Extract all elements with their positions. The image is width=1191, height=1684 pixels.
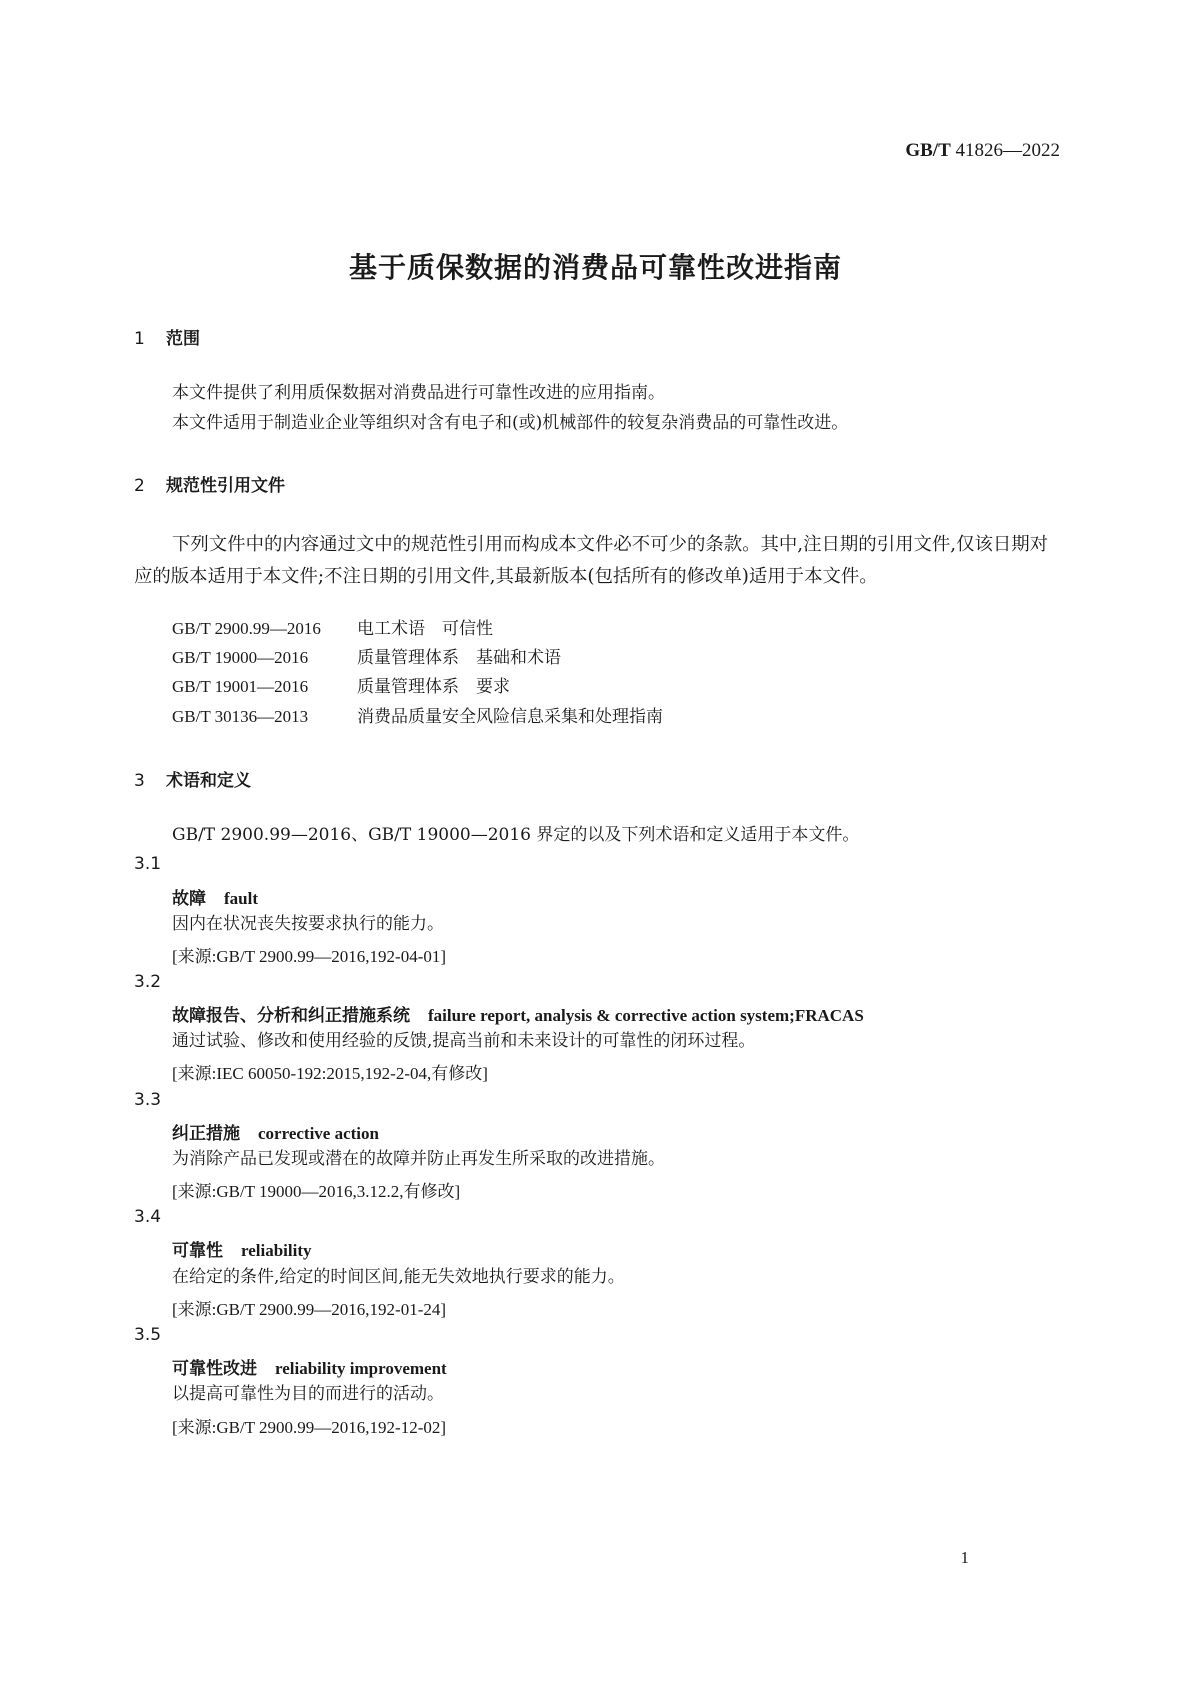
paragraph: GB/T 2900.99—2016、GB/T 19000—2016 界定的以及下列术语和定义适用于本文件。 xyxy=(172,825,860,845)
standard-number: 41826—2022 xyxy=(955,140,1060,161)
reference-item xyxy=(172,706,663,728)
paragraph: 下列文件中的内容通过文中的规范性引用而构成本文件必不可少的条款。其中,注日期的引用文件,仅该日期对应的版本适用于本文件;不注日期的引用文件,其最新版本(包括所有的修改单)适用于本文件。 xyxy=(134,534,1049,587)
page-number: 1 xyxy=(960,1548,969,1567)
term-en: fault xyxy=(224,889,258,908)
term-number: 3.5 xyxy=(134,1325,162,1345)
term-source: [来源:GB/T 19000—2016,3.12.2,有修改] xyxy=(172,1182,461,1201)
term-zh: 可靠性改进 xyxy=(172,1359,257,1379)
term-zh: 故障报告、分析和纠正措施系统 xyxy=(172,1006,410,1026)
section-2-heading xyxy=(134,471,285,496)
term-heading xyxy=(172,1236,312,1261)
paragraph: 本文件提供了利用质保数据对消费品进行可靠性改进的应用指南。 xyxy=(172,383,665,403)
term-definition: 因内在状况丧失按要求执行的能力。 xyxy=(172,914,444,934)
term-number: 3.3 xyxy=(134,1090,162,1110)
section-3-heading xyxy=(134,766,251,791)
reference-item xyxy=(172,618,493,640)
term-heading xyxy=(172,1354,447,1379)
standard-prefix: GB/T xyxy=(905,140,951,161)
reference-code: GB/T 30136—2013 xyxy=(172,707,309,726)
reference-code: GB/T 19000—2016 xyxy=(172,648,309,667)
term-number: 3.1 xyxy=(134,854,162,874)
paragraph: 本文件适用于制造业企业等组织对含有电子和(或)机械部件的较复杂消费品的可靠性改进。 xyxy=(172,413,849,433)
term-definition: 通过试验、修改和使用经验的反馈,提高当前和未来设计的可靠性的闭环过程。 xyxy=(172,1031,756,1051)
term-zh: 纠正措施 xyxy=(172,1124,240,1144)
section-title: 术语和定义 xyxy=(166,771,251,791)
term-en: corrective action xyxy=(258,1124,379,1143)
term-source: [来源:IEC 60050-192:2015,192-2-04,有修改] xyxy=(172,1064,488,1083)
reference-title: 质量管理体系 要求 xyxy=(357,677,510,697)
reference-code: GB/T 19001—2016 xyxy=(172,677,309,696)
section-title: 范围 xyxy=(166,329,200,349)
term-definition: 以提高可靠性为目的而进行的活动。 xyxy=(172,1384,444,1404)
term-definition: 在给定的条件,给定的时间区间,能无失效地执行要求的能力。 xyxy=(172,1267,625,1287)
term-source: [来源:GB/T 2900.99—2016,192-04-01] xyxy=(172,947,447,966)
term-heading xyxy=(172,1119,379,1144)
section-number: 1 xyxy=(134,329,145,349)
reference-item xyxy=(172,647,561,669)
reference-title: 电工术语 可信性 xyxy=(357,619,493,639)
term-en: reliability xyxy=(241,1241,312,1260)
term-source: [来源:GB/T 2900.99—2016,192-01-24] xyxy=(172,1300,447,1319)
section-number: 2 xyxy=(134,476,145,496)
term-number: 3.4 xyxy=(134,1207,162,1227)
term-number: 3.2 xyxy=(134,972,162,992)
term-source: [来源:GB/T 2900.99—2016,192-12-02] xyxy=(172,1418,447,1437)
term-definition: 为消除产品已发现或潜在的故障并防止再发生所采取的改进措施。 xyxy=(172,1149,665,1169)
term-zh: 故障 xyxy=(172,889,206,909)
reference-code: GB/T 2900.99—2016 xyxy=(172,619,321,638)
reference-item xyxy=(172,676,510,698)
standard-code xyxy=(905,140,1060,162)
term-zh: 可靠性 xyxy=(172,1241,223,1261)
reference-title: 消费品质量安全风险信息采集和处理指南 xyxy=(357,707,663,727)
term-heading xyxy=(172,1001,864,1026)
term-heading xyxy=(172,884,258,909)
section-number: 3 xyxy=(134,771,145,791)
document-title: 基于质保数据的消费品可靠性改进指南 xyxy=(348,251,842,284)
reference-title: 质量管理体系 基础和术语 xyxy=(357,648,561,668)
term-en: failure report, analysis & corrective action system;FRACAS xyxy=(428,1006,864,1025)
section-title: 规范性引用文件 xyxy=(166,476,285,496)
section-1-heading xyxy=(134,324,200,349)
term-en: reliability improvement xyxy=(275,1359,447,1378)
